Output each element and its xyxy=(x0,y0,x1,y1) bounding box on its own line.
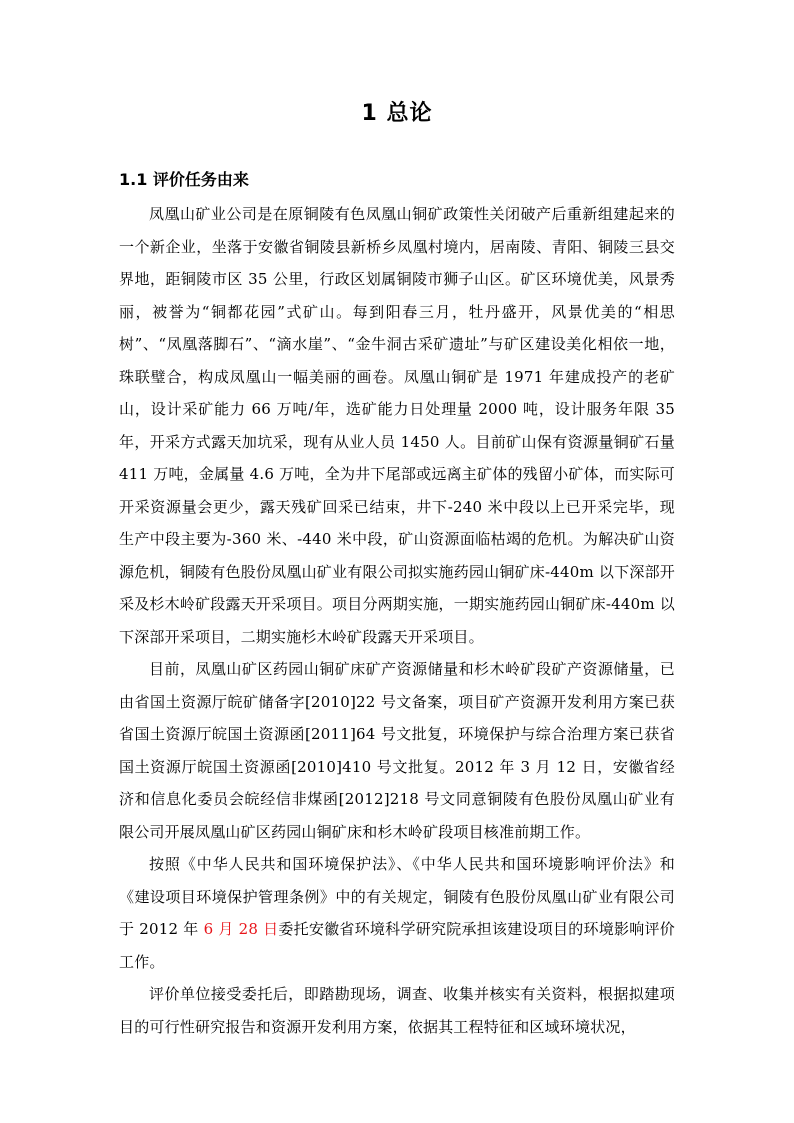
chapter-title: 1 总论 xyxy=(361,101,433,126)
paragraph-2: 目前，凤凰山矿区药园山铜矿床矿产资源储量和杉木岭矿段矿产资源储量，已由省国土资源厅皖矿储备字[2010]22 号文备案，项目矿产资源开发利用方案已获省国土资源厅皖国土资源函[2011]64 号文批复，环境保护与综合治理方案已获省国土资源厅皖国土资源函[2010]410 号文批复。2012 年 3 月 12 日，安徽省经济和信息化委员会皖经信非煤函[2012]218 号文同意铜陵有色股份凤凰山矿业有限公司开展凤凰山矿区药园山铜矿床和杉木岭矿段项目核准前期工作。 xyxy=(119,660,675,841)
section-heading: 1.1 评价任务由来 xyxy=(119,170,249,189)
paragraph-3-text-before: 按照《中华人民共和国环境保护法》、《中华人民共和国环境影响评价法》和《建设项目环境保护管理条例》中的有关规定，铜陵有色股份凤凰山矿业有限公司于 2012 年 xyxy=(119,855,675,938)
body-text xyxy=(119,198,675,1043)
paragraph-3 xyxy=(119,848,675,978)
paragraph-4: 评价单位接受委托后，即踏勘现场，调查、收集并核实有关资料，根据拟建项目的可行性研究报告和资源开发利用方案，依据其工程特征和区域环境状况， xyxy=(119,985,675,1036)
highlighted-date: 6 月 28 日 xyxy=(203,920,279,938)
paragraph-1: 凤凰山矿业公司是在原铜陵有色凤凰山铜矿政策性关闭破产后重新组建起来的一个新企业，坐落于安徽省铜陵县新桥乡凤凰村境内，居南陵、青阳、铜陵三县交界地，距铜陵市区 35 公里，行政区划属铜陵市狮子山区。矿区环境优美，风景秀丽，被誉为“铜都花园”式矿山。每到阳春三月，牡丹盛开，风景优美的“相思树”、“凤凰落脚石”、“滴水崖”、“金牛洞古采矿遗址”与矿区建设美化相依一地，珠联璧合，构成凤凰山一幅美丽的画卷。凤凰山铜矿是 1971 年建成投产的老矿山，设计采矿能力 66 万吨/年，选矿能力日处理量 2000 吨，设计服务年限 35 年，开采方式露天加坑采，现有从业人员 1450 人。目前矿山保有资源量铜矿石量 411 万吨，金属量 4.6 万吨，全为井下尾部或远离主矿体的残留小矿体，而实际可开采资源量会更少，露天残矿回采已结束，井下-240 米中段以上已开采完毕，现生产中段主要为-360 米、-440 米中段，矿山资源面临枯竭的危机。为解决矿山资源危机，铜陵有色股份凤凰山矿业有限公司拟实施药园山铜矿床-440m 以下深部开采及杉木岭矿段露天开采项目。项目分两期实施，一期实施药园山铜矿床-440m 以下深部开采项目，二期实施杉木岭矿段露天开采项目。 xyxy=(119,205,675,646)
paragraph-3-text-after: 委托安徽省环境科学研究院承担该建设项目的环境影响评价工作。 xyxy=(119,920,675,971)
